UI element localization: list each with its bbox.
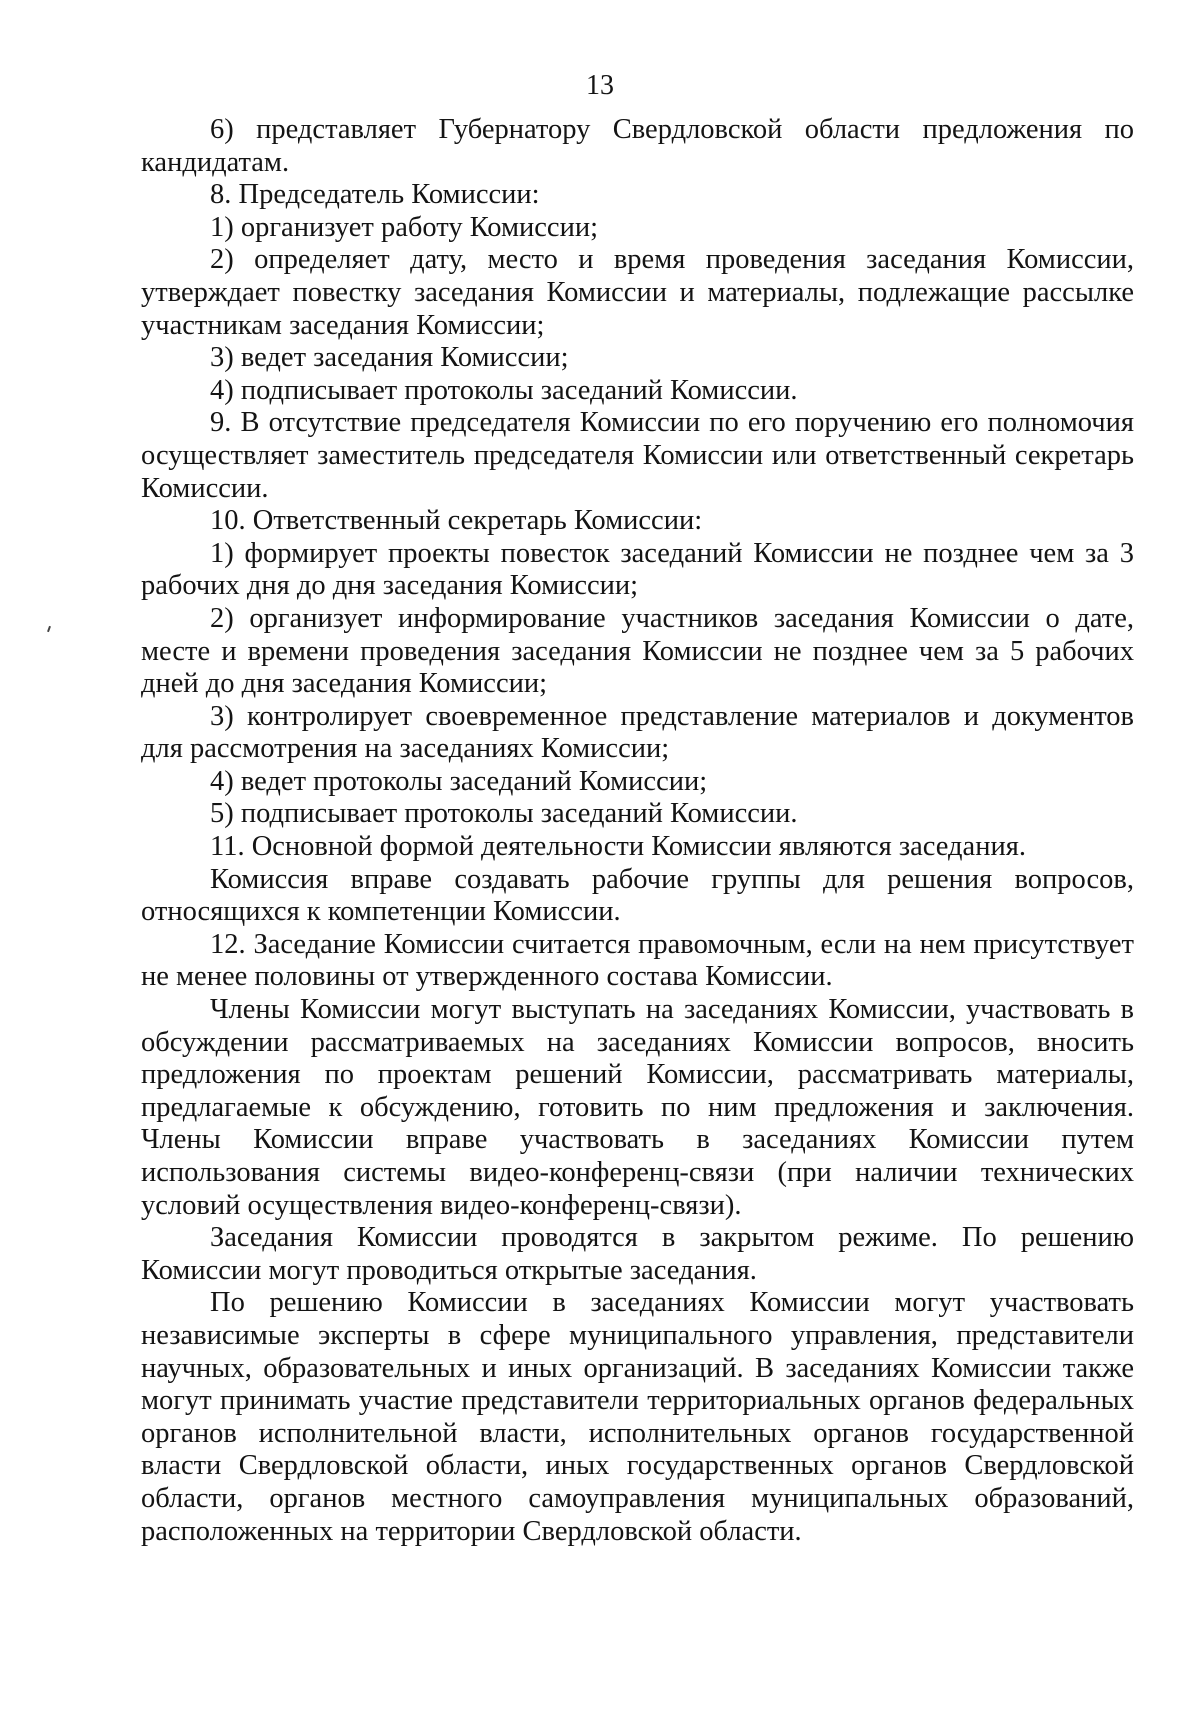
page-number: 13 <box>586 70 614 101</box>
paragraph: 4) ведет протоколы заседаний Комиссии; <box>210 765 708 797</box>
paragraph: 5) подписывает протоколы заседаний Комиссии. <box>210 798 798 830</box>
paragraph: Заседания Комиссии проводятся в закрытом режиме. По решению Комиссии могут проводиться открытые заседания. <box>141 1222 1134 1286</box>
paragraph: Комиссия вправе создавать рабочие группы для решения вопросов, относящихся к компетенции Комиссии. <box>141 863 1134 928</box>
paragraph: 8. Председатель Комиссии: <box>210 179 540 211</box>
paragraph: 9. В отсутствие председателя Комиссии по его поручению его полномочия осуществляет заместитель председателя Комиссии или ответственный секретарь Комиссии. <box>141 407 1134 504</box>
paragraph: 12. Заседание Комиссии считается правомочным, если на нем присутствует не менее половины от утвержденного состава Комиссии. <box>141 928 1134 993</box>
paragraph: 2) организует информирование участников заседания Комиссии о дате, месте и времени проведения заседания Комиссии не позднее чем за 5 рабочих дней до дня заседания Комиссии; <box>141 602 1134 700</box>
paragraph: Члены Комиссии могут выступать на заседаниях Комиссии, участвовать в обсуждении рассматриваемых на заседаниях Комиссии вопросов, вносить предложения по проектам решений Комиссии, рассматривать материалы, предлагаемые к обсуждению, готовить по ним предложения и заключения. Члены Комиссии вправе участвовать в заседаниях Комиссии путем использования системы видео-конференц-связи (при наличии технических условий осуществления видео-конференц-связи). <box>141 994 1134 1221</box>
scan-mark <box>47 626 51 632</box>
document-body <box>141 114 1134 1548</box>
paragraph: 10. Ответственный секретарь Комиссии: <box>210 505 703 537</box>
paragraph: 11. Основной формой деятельности Комиссии являются заседания. <box>210 831 1026 863</box>
paragraph: 3) контролирует своевременное представление материалов и документов для рассмотрения на заседаниях Комиссии; <box>141 700 1134 765</box>
paragraph: 6) представляет Губернатору Свердловской области предложения по кандидатам. <box>141 114 1134 178</box>
paragraph: 4) подписывает протоколы заседаний Комиссии. <box>210 374 798 406</box>
paragraph: 1) организует работу Комиссии; <box>210 211 599 243</box>
paragraph: По решению Комиссии в заседаниях Комиссии могут участвовать независимые эксперты в сфере муниципального управления, представители научных, образовательных и иных организаций. В заседаниях Комиссии также могут принимать участие представители территориальных органов федеральных органов исполнительной власти, исполнительных органов государственной власти Свердловской области, иных государственных органов Свердловской области, органов местного самоуправления муниципальных образований, расположенных на территории Свердловской области. <box>141 1287 1134 1547</box>
paragraph: 1) формирует проекты повесток заседаний Комиссии не позднее чем за 3 рабочих дня до дня заседания Комиссии; <box>141 537 1134 602</box>
paragraph: 3) ведет заседания Комиссии; <box>210 342 569 374</box>
paragraph: 2) определяет дату, место и время проведения заседания Комиссии, утверждает повестку заседания Комиссии и материалы, подлежащие рассылке участникам заседания Комиссии; <box>141 244 1134 341</box>
